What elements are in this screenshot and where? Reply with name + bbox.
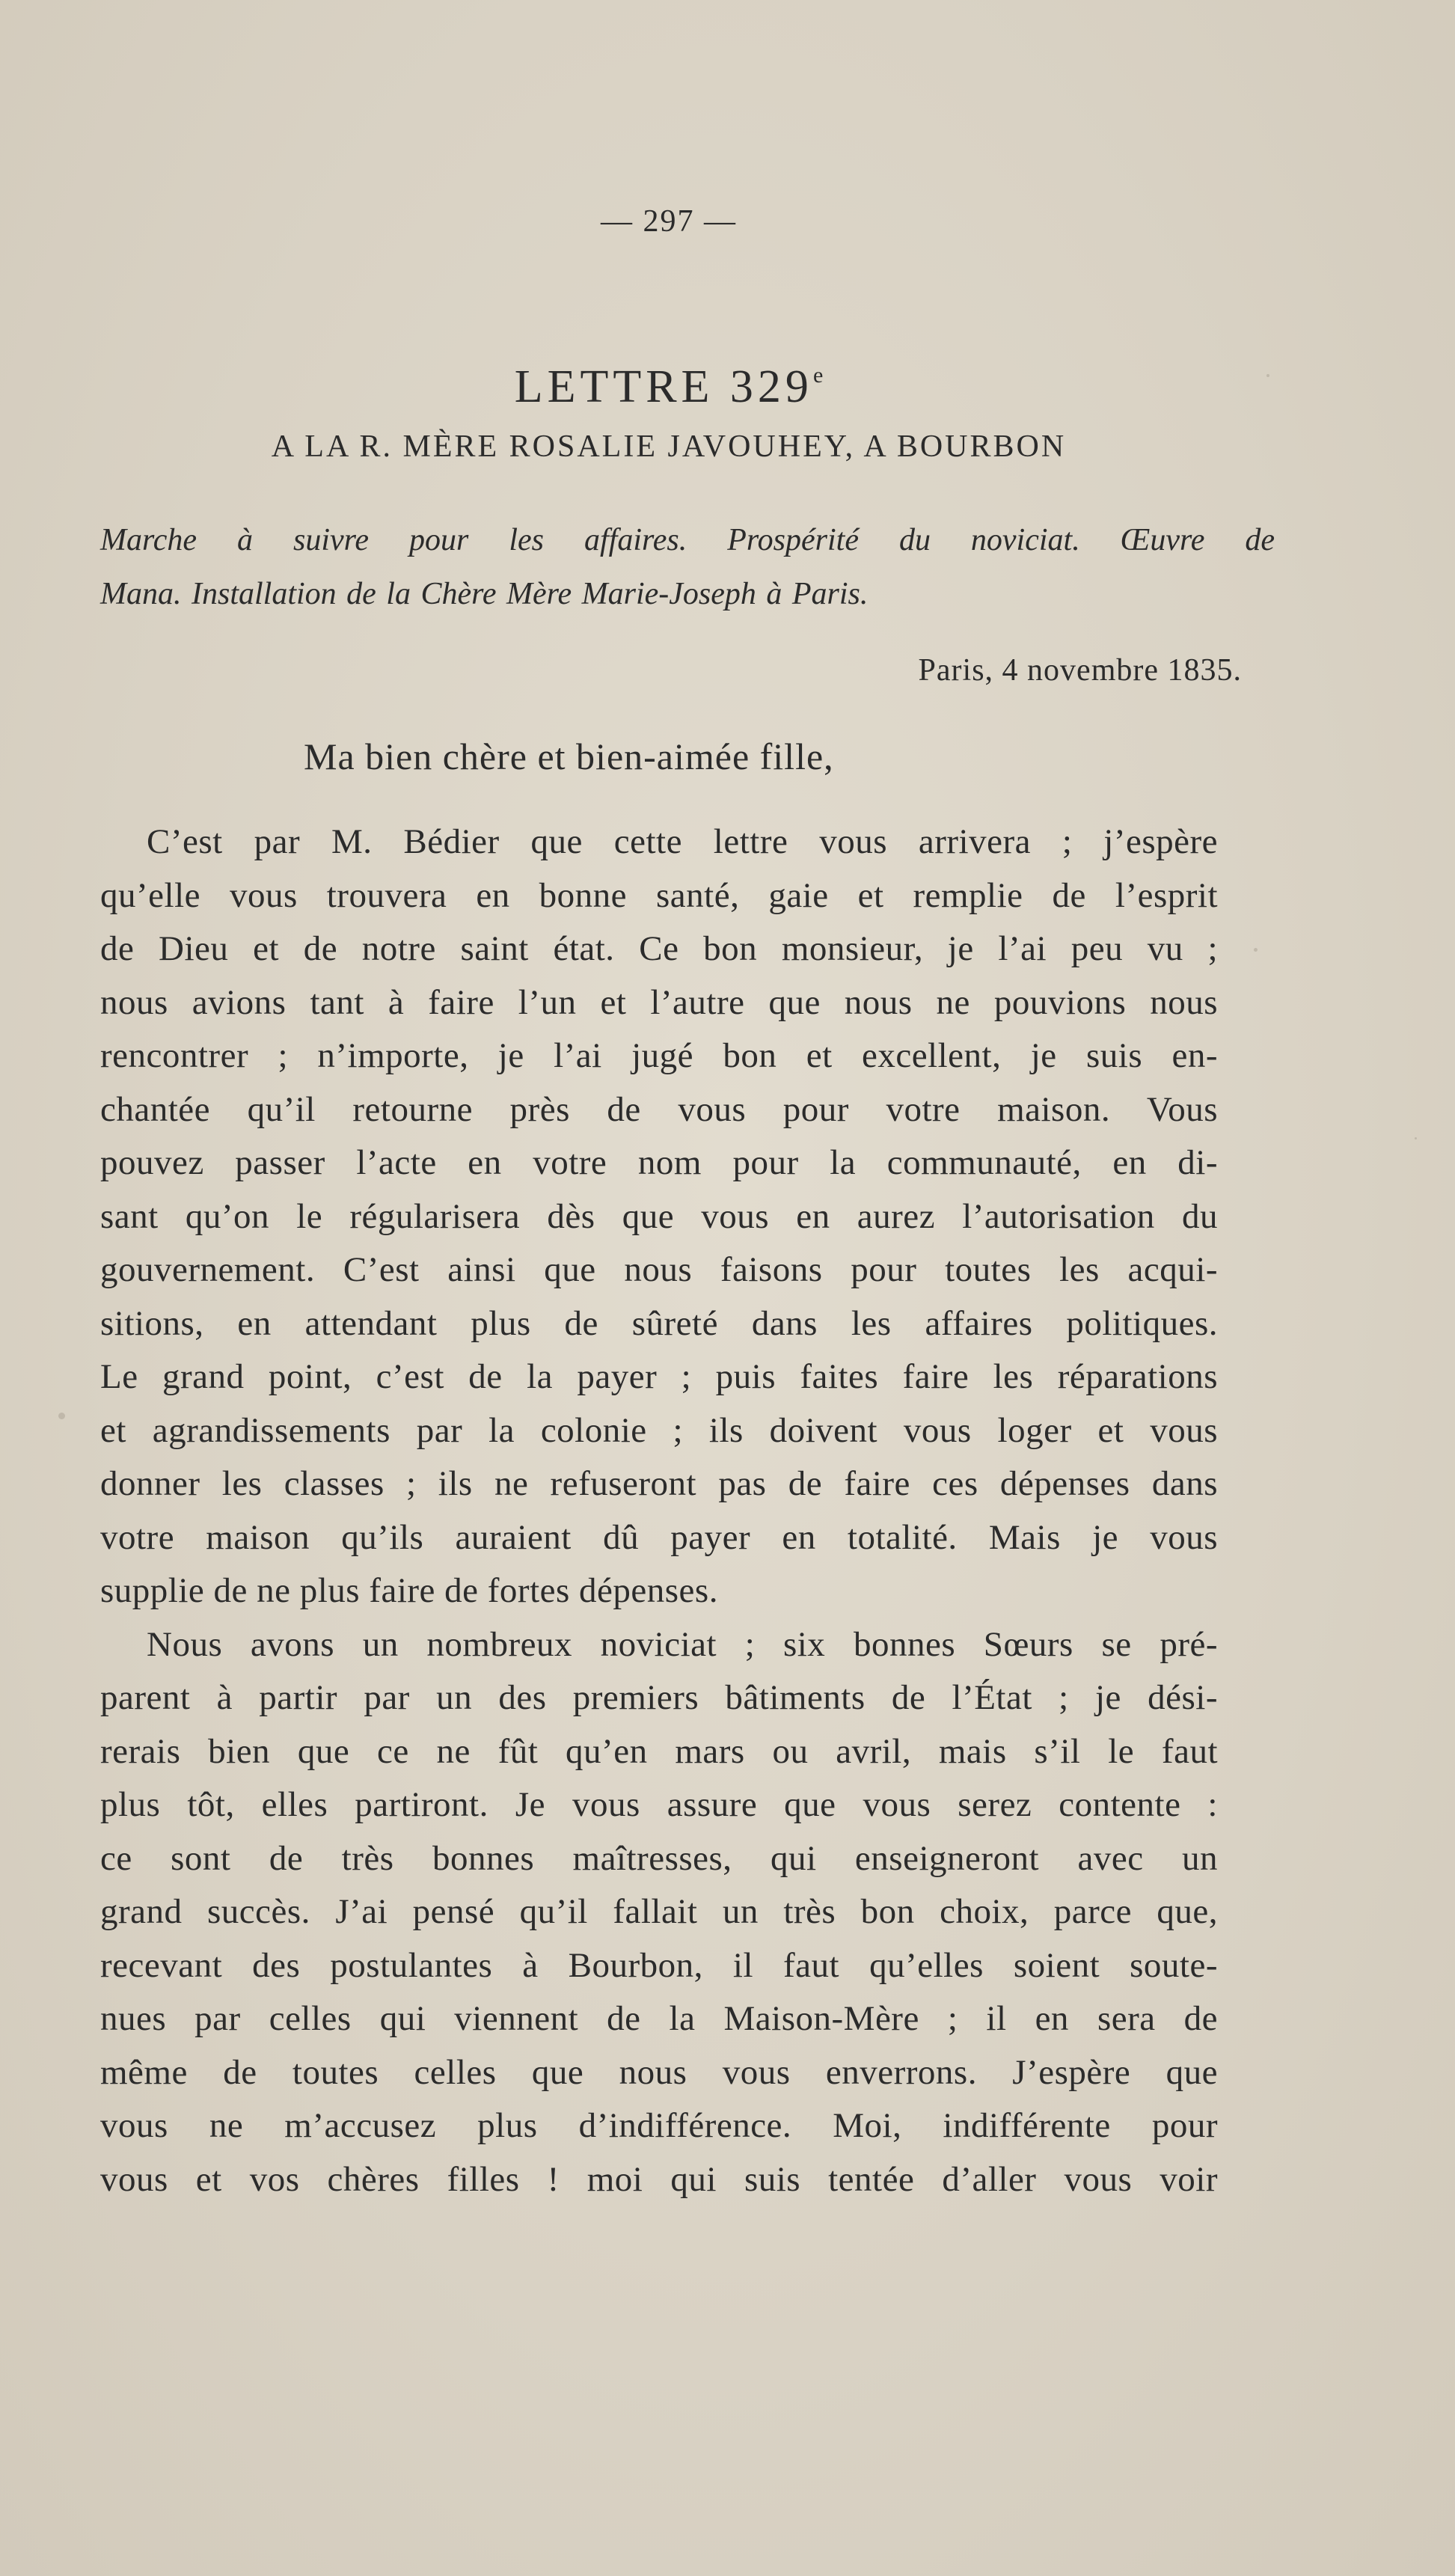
body-line: supplie de ne plus faire de fortes dépenses.	[100, 1571, 718, 1610]
body-line: sant qu’on le régularisera dès que vous en aurez l’autorisation du	[100, 1196, 1218, 1236]
letter-recipient: A LA R. MÈRE ROSALIE JAVOUHEY, A BOURBON	[271, 429, 1067, 464]
body-line: de Dieu et de notre saint état. Ce bon monsieur, je l’ai peu vu ;	[100, 929, 1218, 968]
body-line: chantée qu’il retourne près de vous pour votre maison. Vous	[100, 1089, 1218, 1129]
letter-dateline: Paris, 4 novembre 1835.	[918, 653, 1242, 688]
body-line: même de toutes celles que nous vous enverrons. J’espère que	[100, 2052, 1218, 2092]
letter-salutation: Ma bien chère et bien-aimée fille,	[304, 735, 834, 777]
body-line: nous avions tant à faire l’un et l’autre que nous ne pouvions nous	[100, 982, 1218, 1022]
body-line: nues par celles qui viennent de la Maison-Mère ; il en sera de	[100, 1999, 1218, 2038]
body-line: qu’elle vous trouvera en bonne santé, gaie et remplie de l’esprit	[100, 875, 1218, 915]
body-line: sitions, en attendant plus de sûreté dans les affaires politiques.	[100, 1303, 1218, 1343]
body-line: gouvernement. C’est ainsi que nous faisons pour toutes les acqui-	[100, 1250, 1218, 1289]
body-line: Le grand point, c’est de la payer ; puis faites faire les réparations	[100, 1357, 1218, 1396]
page-number: — 297 —	[601, 204, 737, 239]
letter-body	[100, 816, 1218, 2206]
paragraph-1	[100, 816, 1218, 1618]
body-line: donner les classes ; ils ne refuseront pas de faire ces dépenses dans	[100, 1464, 1218, 1503]
paper-speck	[1415, 1137, 1417, 1139]
body-line: rencontrer ; n’importe, je l’ai jugé bon et excellent, je suis en-	[100, 1036, 1218, 1075]
body-line: parent à partir par un des premiers bâtiments de l’État ; je dési-	[100, 1678, 1218, 1717]
letter-summary	[100, 516, 1275, 623]
body-line: vous et vos chères filles ! moi qui suis tentée d’aller vous voir	[100, 2159, 1218, 2199]
paper-speck	[1266, 374, 1269, 377]
body-line: rerais bien que ce ne fût qu’en mars ou avril, mais s’il le faut	[100, 1731, 1218, 1771]
body-line: C’est par M. Bédier que cette lettre vous arrivera ; j’espère	[147, 822, 1218, 861]
body-line: votre maison qu’ils auraient dû payer en totalité. Mais je vous	[100, 1517, 1218, 1557]
body-line: pouvez passer l’acte en votre nom pour la communauté, en di-	[100, 1143, 1218, 1182]
body-line: vous ne m’accusez plus d’indifférence. Moi, indifférente pour	[100, 2106, 1218, 2145]
letter-title-text: LETTRE 329	[514, 361, 813, 412]
body-line: recevant des postulantes à Bourbon, il faut qu’elles soient soute-	[100, 1945, 1218, 1985]
letter-title-suffix: e	[812, 362, 824, 388]
summary-line: Marche à suivre pour les affaires. Prospérité du noviciat. Œuvre de	[100, 523, 1275, 557]
paragraph-2	[100, 1618, 1218, 2207]
body-line: et agrandissements par la colonie ; ils doivent vous loger et vous	[100, 1410, 1218, 1450]
body-line: grand succès. J’ai pensé qu’il fallait un très bon choix, parce que,	[100, 1892, 1218, 1931]
body-line: Nous avons un nombreux noviciat ; six bonnes Sœurs se pré-	[147, 1624, 1218, 1664]
paper-speck	[1254, 948, 1258, 952]
body-line: ce sont de très bonnes maîtresses, qui enseigneront avec un	[100, 1838, 1218, 1878]
body-line: plus tôt, elles partiront. Je vous assure que vous serez contente :	[100, 1785, 1218, 1824]
paper-speck	[58, 1413, 65, 1419]
summary-line: Mana. Installation de la Chère Mère Marie-Joseph à Paris.	[100, 576, 869, 611]
letter-title	[0, 361, 1338, 414]
